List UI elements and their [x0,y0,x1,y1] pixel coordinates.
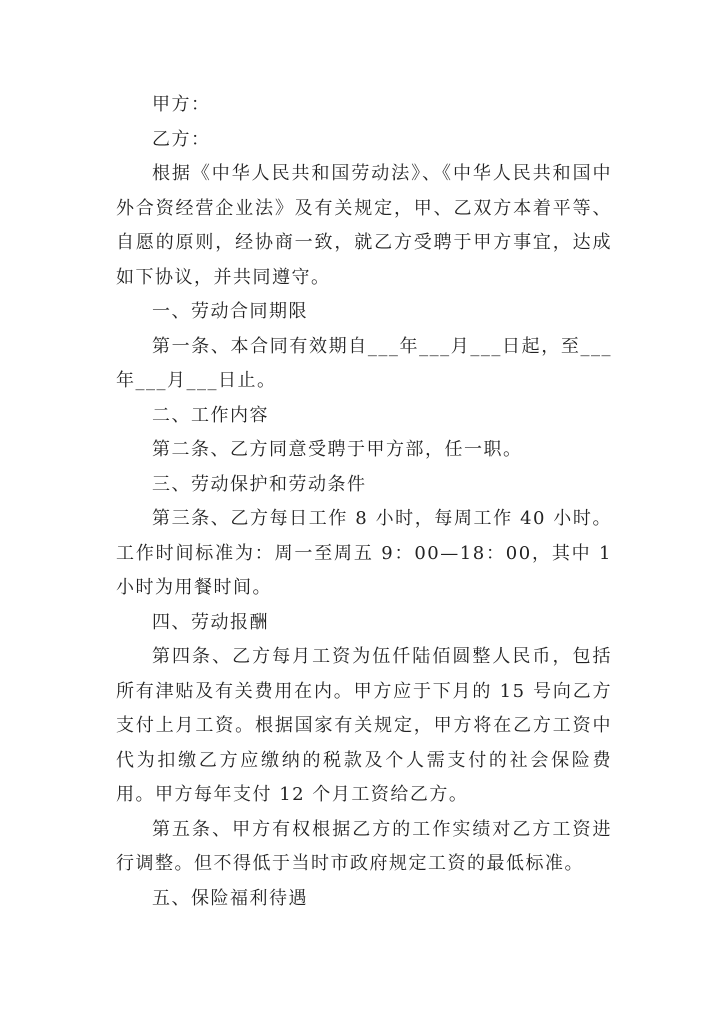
article-5: 第五条、甲方有权根据乙方的工作实绩对乙方工资进行调整。但不得低于当时市政府规定工资的最低标准。 [116,818,612,874]
contract-document [116,88,612,916]
article-3: 第三条、乙方每日工作 8 小时，每周工作 40 小时。工作时间标准为：周一至周五 9：00—18：00，其中 1 小时为用餐时间。 [116,508,612,598]
section-heading-term: 一、劳动合同期限 [152,301,308,322]
article-1: 第一条、本合同有效期自___年___月___日起，至___年___月___日止。 [116,335,612,391]
section-heading-work-content: 二、工作内容 [152,404,269,426]
party-a-line: 甲方： [152,94,211,115]
article-2: 第二条、乙方同意受聘于甲方部，任一职。 [152,439,523,460]
article-4: 第四条、乙方每月工资为伍仟陆佰圆整人民币，包括所有津贴及有关费用在内。甲方应于下月的 15 号向乙方支付上月工资。根据国家有关规定，甲方将在乙方工资中代为扣缴乙方应缴纳的税款及个人需支付的社会保险费用。甲方每年支付 12 个月工资给乙方。 [116,646,612,805]
section-heading-remuneration: 四、劳动报酬 [152,611,269,633]
section-heading-insurance: 五、保险福利待遇 [152,887,308,909]
preamble-paragraph: 根据《中华人民共和国劳动法》、《中华人民共和国中外合资经营企业法》及有关规定，甲、乙双方本着平等、自愿的原则，经协商一致，就乙方受聘于甲方事宜，达成如下协议，并共同遵守。 [116,163,612,288]
party-b-line: 乙方： [152,128,211,150]
section-heading-labor-protection: 三、劳动保护和劳动条件 [152,473,367,495]
